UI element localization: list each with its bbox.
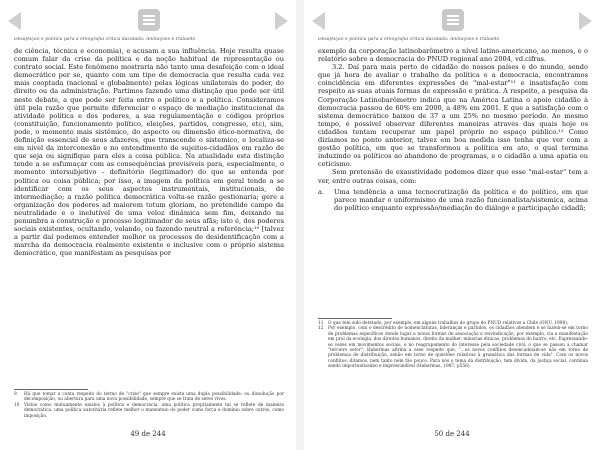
page-number: 50 de 244 xyxy=(434,430,470,438)
menu-list-icon[interactable] xyxy=(442,9,464,31)
footnotes xyxy=(14,392,284,419)
list-marker: a. xyxy=(318,187,325,196)
prev-page-arrow-icon[interactable] xyxy=(8,12,21,30)
page-gutter xyxy=(296,0,304,450)
right-toolbar xyxy=(304,6,600,30)
footnote-number: 11 xyxy=(318,321,324,326)
prev-page-arrow-icon[interactable] xyxy=(312,12,325,30)
paragraph: exemplo da corporação latinobarômetro a nível latino-americano, ao menos, e o relatório sobre a democracia do PNUD regional ano 2004, vd.cifras. xyxy=(318,47,588,64)
footnote-divider xyxy=(318,318,392,319)
footnote-number: 9 xyxy=(14,392,17,397)
list-text: Uma tendência a uma tecnocratização da política e do político, em que parece mandar o uniformismo de uma razão funcionalista/sistemica, acima do político enquanto expressão/mediação do diálogo e participação cidadã; xyxy=(334,187,588,212)
running-head: Desafeição e política para a etnografia crítica dacidadã: Anotações e trabalho xyxy=(14,37,196,42)
footnotes xyxy=(318,321,588,370)
body-text xyxy=(318,47,588,212)
left-toolbar xyxy=(0,6,296,30)
footnote xyxy=(14,392,284,403)
page-number: 49 de 244 xyxy=(130,430,166,438)
footnote xyxy=(318,326,588,369)
left-page xyxy=(0,0,296,450)
footnote-divider xyxy=(14,389,88,390)
paragraph: Sem pretensão de exaustividade podemos dizer que esse "mal-estar" tem a ver, entre outras coisas, com: xyxy=(318,168,588,185)
running-head: Desafeição e política para a etnografia crítica dacidadã: Anotações e trabalho xyxy=(318,37,500,42)
footnote-number: 10 xyxy=(14,402,20,408)
paragraph: 3.2. Daí para mais perto do cidadão de nossos países e do mundo, sendo que já hora de avaliar o trabalho da política e a democracia, encontramos coincidência em diferentes expressões de "mal-estar"¹¹ e insatisfação com respeito as suas atuais formas de expressão e prática. A respeito, a pesquisa da Corporação Latinobarômetro indica que na América Latina o apoio cidadão à democracia passou de 60% em 2000, a 48% em 2001. E que a satisfação com o sistema democrático baixou de 37 a um 25% no mesmo período. Ao mesmo tempo, é possível observar diferentes maneiras através das quais hoje os cidadãos tentam recuperar um papel próprio no espaço público.¹² Como dizíamos no ponto anterior, talvez em boa medida isso tenha que ver com a gestão política, em que se transformou a política em ato, o qual termina induzindo os políticos ao abandono de programas, e o cidadão a uma apatia ou ceticismo. xyxy=(318,63,588,169)
footnote-text: Vistos como mutuamente uníslos à política e democracia, uma política propriamente tal se reflete de maneira democrática, uma política autoritária reflete melhor o maneuteio do poder como força e domínio sobre outros, como imposição. xyxy=(24,402,284,419)
footnote xyxy=(14,403,284,419)
paragraph: de ciência, técnica e economia), e acusam a sua influência. Hoje resulta quase comum falar da crise da política e da noção habitual de representação ou contrato social. Este fenômeno mostraria não tanto uma desafeição com o ideal democrático per se, quanto com um tipo de democracia que resulta cada vez mais cooptada (nacional e globalmente) pelas lógicas unilaterais do poder, do direito ou da administração. Partimos fazendo uma distinção que pode ser útil neste debate, a que pode ser feita entre o político e a política. Consideramos útil pela razão que permite diferenciar o espaço de mediação institucional da atividade política e dos poderes, a sua regulamentação e códigos próprios (constituição, funcionamento político, eleições, partidos, congresso, etc), sim, pode, o momento mais sistêmico, do aspecto ou dimensão ético-normativa, de definição essencial de seus afazeres, que transcende o sistemico, e localiza-se em nível da interconexão e no entendimento de sujeitos-cidadãos em razão de que seja ou signifique para eles a coisa pública. Na atualidade esta distinção tende a se esfumaçar com as consequências previsíveis para, especialmente, o momento intersubjetivo – definitório (legitimador) do que se entenda por política ou coisa pública; por isso, a imagem da política em geral tende a se identificar com os seus aspectos instrumentais, institucionais, de intermediação; a razão política democrática volta-se razão gestionaria; gere a organização dos poderes ad maiorem totum gloriam, no pretendido campo da neutralidade e o inelutível de uma veloz dinâmica sem fim, deixando na penumbra a construção e processo legitimador de seus afãs; isto é, dos poderes sociais existentes, ocultando, velando, ou fazendo neutral a referência;¹⁰ [talvez a partir daí podemos entender melhor os processos de desidentificação com a marcha da democracia realmente existente e inclusive com o próprio sistema democrático, que manifestam as pesquisas por xyxy=(14,47,284,258)
body-text xyxy=(14,47,284,257)
next-page-arrow-icon[interactable] xyxy=(579,12,592,30)
footnote-number: 12 xyxy=(318,326,324,332)
footnote-text: Há que tomar a conta respeito do termo de "crise" que sempre existe uma dupla possibilidade: ou dissolução por decomposição, ou abertura para uma nova possibilidade, sempre que se trata de seres vivos. xyxy=(24,392,284,403)
footnote-text: Por exemplo, com o descrédito de nomenclaturas, lideranças e partidos, os cidadãos atendem e se fazem-se em torno de problemas específicos donde lugar a novas formas de associação e reivindicação, por exemplo, via a manifestação em prol da ecologia, dos direitos humanos, direito da mulher, minorias étnicas, problemas do bairro, etc. Expressando-se vezes em movimentos sociais, e no reagrupamento do interesse pela sociedade civil, o que se passou a chamar "terceiro setor". Habermas afirma a esse respeito que, "...os novos conflitos desencadeiam-se não em torno de problemas de distribuição, senão em torno de questões relativas à gramática das formas de vida". Com os novos conflitos, ditamos, nem tanto nem tão pouco. Para nós o tema da distribuição, tem dívida, da justiça social, continua sendo importantíssimo e imprescindível (Habermas, 1987, p556). xyxy=(328,326,588,370)
footnote-text: O que tem sido detetado, por exemplo, em alguns trabalhos do grupo do PNUD relativos a Chile (ONU, 1998). xyxy=(328,321,569,326)
right-page xyxy=(304,0,600,450)
next-page-arrow-icon[interactable] xyxy=(275,12,288,30)
menu-list-icon[interactable] xyxy=(138,9,160,31)
list-item xyxy=(318,188,588,212)
